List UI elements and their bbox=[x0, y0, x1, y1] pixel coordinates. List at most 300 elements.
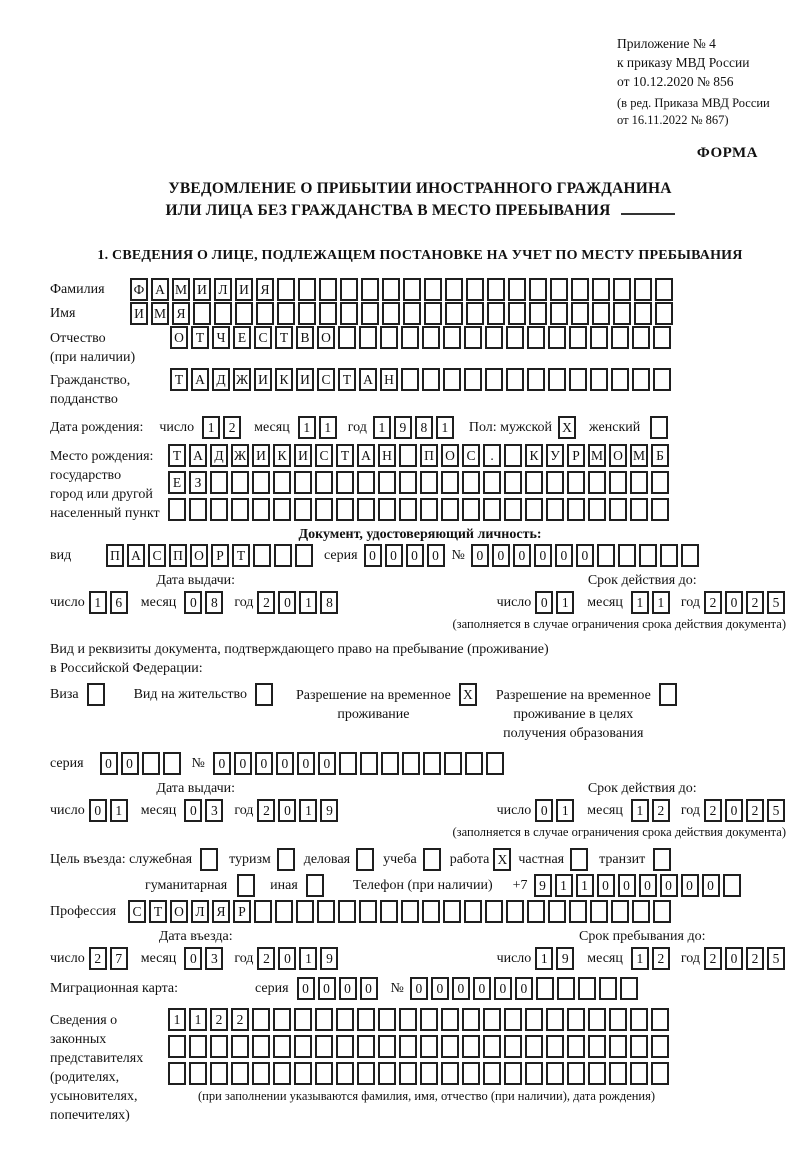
id-valid-month-cells[interactable] bbox=[631, 591, 673, 614]
form-cell[interactable]: Я bbox=[256, 278, 274, 301]
form-cell[interactable]: 1 bbox=[535, 947, 553, 970]
form-cell[interactable] bbox=[378, 1008, 396, 1031]
form-cell[interactable] bbox=[653, 368, 671, 391]
form-cell[interactable]: 1 bbox=[299, 947, 317, 970]
form-cell[interactable] bbox=[424, 278, 442, 301]
form-cell[interactable] bbox=[231, 471, 249, 494]
form-cell[interactable] bbox=[651, 1008, 669, 1031]
id-issue-month-cells[interactable] bbox=[184, 591, 226, 614]
form-cell[interactable]: 2 bbox=[746, 591, 764, 614]
form-cell[interactable] bbox=[340, 302, 358, 325]
form-cell[interactable]: И bbox=[193, 278, 211, 301]
form-cell[interactable] bbox=[462, 1008, 480, 1031]
sex-male-checkbox[interactable] bbox=[558, 416, 579, 439]
form-cell[interactable] bbox=[504, 1035, 522, 1058]
form-cell[interactable]: 0 bbox=[513, 544, 531, 567]
form-cell[interactable] bbox=[462, 498, 480, 521]
form-cell[interactable] bbox=[336, 1008, 354, 1031]
form-cell[interactable]: . bbox=[483, 444, 501, 467]
form-cell[interactable] bbox=[567, 498, 585, 521]
form-cell[interactable]: К bbox=[273, 444, 291, 467]
form-cell[interactable] bbox=[336, 1035, 354, 1058]
form-cell[interactable]: Ф bbox=[130, 278, 148, 301]
form-cell[interactable]: Р bbox=[233, 900, 251, 923]
form-cell[interactable] bbox=[569, 900, 587, 923]
form-cell[interactable]: И bbox=[130, 302, 148, 325]
form-cell[interactable] bbox=[200, 848, 218, 871]
form-cell[interactable] bbox=[590, 368, 608, 391]
form-cell[interactable]: 0 bbox=[278, 591, 296, 614]
form-cell[interactable]: 0 bbox=[471, 544, 489, 567]
form-cell[interactable]: 0 bbox=[255, 752, 273, 775]
form-cell[interactable] bbox=[441, 1035, 459, 1058]
form-cell[interactable]: 0 bbox=[535, 799, 553, 822]
form-cell[interactable] bbox=[651, 1062, 669, 1085]
form-cell[interactable]: 1 bbox=[556, 591, 574, 614]
form-cell[interactable]: 0 bbox=[364, 544, 382, 567]
purpose-tourism-checkbox[interactable] bbox=[277, 848, 298, 871]
form-cell[interactable]: 9 bbox=[534, 874, 552, 897]
migration-series-cells[interactable] bbox=[297, 977, 381, 1000]
form-cell[interactable] bbox=[294, 498, 312, 521]
form-cell[interactable] bbox=[525, 1035, 543, 1058]
form-cell[interactable] bbox=[611, 326, 629, 349]
form-cell[interactable] bbox=[462, 1062, 480, 1085]
doc-kind-cells[interactable] bbox=[106, 544, 316, 567]
form-cell[interactable] bbox=[210, 471, 228, 494]
form-cell[interactable] bbox=[168, 498, 186, 521]
form-cell[interactable]: 1 bbox=[168, 1008, 186, 1031]
form-cell[interactable] bbox=[444, 752, 462, 775]
form-cell[interactable] bbox=[567, 1035, 585, 1058]
form-cell[interactable] bbox=[252, 471, 270, 494]
form-cell[interactable]: Б bbox=[651, 444, 669, 467]
form-cell[interactable] bbox=[356, 848, 374, 871]
form-cell[interactable]: Т bbox=[275, 326, 293, 349]
form-cell[interactable] bbox=[462, 1035, 480, 1058]
form-cell[interactable]: 1 bbox=[299, 799, 317, 822]
form-cell[interactable] bbox=[317, 900, 335, 923]
form-cell[interactable] bbox=[588, 1035, 606, 1058]
form-cell[interactable] bbox=[483, 498, 501, 521]
form-cell[interactable] bbox=[483, 1008, 501, 1031]
form-cell[interactable] bbox=[189, 1035, 207, 1058]
form-cell[interactable] bbox=[546, 1062, 564, 1085]
form-cell[interactable] bbox=[381, 752, 399, 775]
form-cell[interactable] bbox=[445, 278, 463, 301]
form-cell[interactable] bbox=[546, 1008, 564, 1031]
form-cell[interactable]: Д bbox=[210, 444, 228, 467]
form-cell[interactable] bbox=[403, 278, 421, 301]
form-cell[interactable] bbox=[527, 326, 545, 349]
form-cell[interactable]: 1 bbox=[319, 416, 337, 439]
form-cell[interactable]: 0 bbox=[660, 874, 678, 897]
form-cell[interactable] bbox=[653, 326, 671, 349]
representatives-row3-cells[interactable] bbox=[168, 1062, 672, 1085]
form-cell[interactable] bbox=[339, 752, 357, 775]
form-cell[interactable] bbox=[423, 752, 441, 775]
form-cell[interactable] bbox=[294, 1062, 312, 1085]
form-cell[interactable] bbox=[214, 302, 232, 325]
surname-cells[interactable] bbox=[130, 278, 676, 301]
form-cell[interactable] bbox=[378, 1035, 396, 1058]
birth-year-cells[interactable] bbox=[373, 416, 457, 439]
form-cell[interactable] bbox=[655, 278, 673, 301]
form-cell[interactable]: 0 bbox=[276, 752, 294, 775]
form-cell[interactable] bbox=[613, 278, 631, 301]
form-cell[interactable] bbox=[504, 1008, 522, 1031]
form-cell[interactable]: 2 bbox=[231, 1008, 249, 1031]
form-cell[interactable] bbox=[569, 326, 587, 349]
form-cell[interactable]: 0 bbox=[184, 591, 202, 614]
form-cell[interactable] bbox=[630, 1062, 648, 1085]
form-cell[interactable] bbox=[338, 326, 356, 349]
form-cell[interactable] bbox=[315, 471, 333, 494]
form-cell[interactable] bbox=[274, 544, 292, 567]
form-cell[interactable] bbox=[163, 752, 181, 775]
form-cell[interactable]: 0 bbox=[278, 947, 296, 970]
form-cell[interactable] bbox=[550, 278, 568, 301]
form-cell[interactable] bbox=[546, 1035, 564, 1058]
form-cell[interactable]: Н bbox=[378, 444, 396, 467]
form-cell[interactable] bbox=[567, 471, 585, 494]
form-cell[interactable] bbox=[529, 302, 547, 325]
form-cell[interactable]: 1 bbox=[373, 416, 391, 439]
form-cell[interactable] bbox=[525, 1008, 543, 1031]
form-cell[interactable]: 1 bbox=[576, 874, 594, 897]
form-cell[interactable] bbox=[592, 302, 610, 325]
form-cell[interactable]: 0 bbox=[702, 874, 720, 897]
form-cell[interactable] bbox=[567, 1008, 585, 1031]
form-cell[interactable] bbox=[168, 1062, 186, 1085]
birth-place-row3-cells[interactable] bbox=[168, 498, 672, 521]
form-cell[interactable]: С bbox=[462, 444, 480, 467]
form-cell[interactable] bbox=[231, 498, 249, 521]
form-cell[interactable]: 1 bbox=[631, 947, 649, 970]
form-cell[interactable]: 0 bbox=[431, 977, 449, 1000]
form-cell[interactable] bbox=[142, 752, 160, 775]
form-cell[interactable]: 0 bbox=[639, 874, 657, 897]
form-cell[interactable]: 2 bbox=[210, 1008, 228, 1031]
form-cell[interactable] bbox=[210, 498, 228, 521]
form-cell[interactable]: 0 bbox=[339, 977, 357, 1000]
form-cell[interactable] bbox=[340, 278, 358, 301]
res-valid-year-cells[interactable] bbox=[704, 799, 788, 822]
citizenship-cells[interactable] bbox=[170, 368, 674, 391]
form-cell[interactable]: 0 bbox=[360, 977, 378, 1000]
patronymic-cells[interactable] bbox=[170, 326, 674, 349]
form-cell[interactable] bbox=[630, 471, 648, 494]
form-cell[interactable] bbox=[422, 900, 440, 923]
form-cell[interactable]: Т bbox=[168, 444, 186, 467]
entry-month-cells[interactable] bbox=[184, 947, 226, 970]
form-cell[interactable] bbox=[401, 900, 419, 923]
form-cell[interactable] bbox=[298, 278, 316, 301]
form-cell[interactable] bbox=[252, 1008, 270, 1031]
form-cell[interactable] bbox=[273, 471, 291, 494]
form-cell[interactable] bbox=[681, 544, 699, 567]
form-cell[interactable]: 5 bbox=[767, 799, 785, 822]
form-cell[interactable] bbox=[611, 368, 629, 391]
res-number-cells[interactable] bbox=[213, 752, 507, 775]
form-cell[interactable] bbox=[420, 1035, 438, 1058]
form-cell[interactable]: А bbox=[127, 544, 145, 567]
form-cell[interactable] bbox=[632, 326, 650, 349]
form-cell[interactable]: 2 bbox=[652, 799, 670, 822]
temp-residence-checkbox[interactable] bbox=[459, 683, 480, 706]
form-cell[interactable] bbox=[588, 471, 606, 494]
form-cell[interactable] bbox=[525, 471, 543, 494]
id-issue-year-cells[interactable] bbox=[257, 591, 341, 614]
form-cell[interactable]: У bbox=[546, 444, 564, 467]
form-cell[interactable]: П bbox=[420, 444, 438, 467]
form-cell[interactable] bbox=[443, 326, 461, 349]
form-cell[interactable] bbox=[527, 368, 545, 391]
form-cell[interactable] bbox=[357, 1008, 375, 1031]
form-cell[interactable] bbox=[525, 498, 543, 521]
representatives-row2-cells[interactable] bbox=[168, 1035, 672, 1058]
form-cell[interactable] bbox=[210, 1035, 228, 1058]
purpose-business-checkbox[interactable] bbox=[356, 848, 377, 871]
form-cell[interactable]: 0 bbox=[427, 544, 445, 567]
form-cell[interactable]: 2 bbox=[746, 799, 764, 822]
form-cell[interactable] bbox=[653, 900, 671, 923]
form-cell[interactable] bbox=[359, 900, 377, 923]
form-cell[interactable]: 0 bbox=[725, 799, 743, 822]
visa-checkbox[interactable] bbox=[87, 683, 108, 706]
form-cell[interactable]: 2 bbox=[746, 947, 764, 970]
form-cell[interactable]: 3 bbox=[205, 947, 223, 970]
form-cell[interactable]: И bbox=[252, 444, 270, 467]
form-cell[interactable] bbox=[401, 368, 419, 391]
form-cell[interactable] bbox=[527, 900, 545, 923]
form-cell[interactable] bbox=[464, 368, 482, 391]
form-cell[interactable] bbox=[506, 368, 524, 391]
form-cell[interactable] bbox=[424, 302, 442, 325]
form-cell[interactable] bbox=[420, 1008, 438, 1031]
form-cell[interactable]: 0 bbox=[535, 591, 553, 614]
form-cell[interactable] bbox=[315, 1035, 333, 1058]
form-cell[interactable]: С bbox=[128, 900, 146, 923]
form-cell[interactable]: 0 bbox=[534, 544, 552, 567]
form-cell[interactable] bbox=[401, 326, 419, 349]
form-cell[interactable]: X bbox=[459, 683, 477, 706]
form-cell[interactable] bbox=[592, 278, 610, 301]
form-cell[interactable]: 0 bbox=[213, 752, 231, 775]
form-cell[interactable] bbox=[639, 544, 657, 567]
form-cell[interactable]: 0 bbox=[121, 752, 139, 775]
form-cell[interactable]: Р bbox=[211, 544, 229, 567]
form-cell[interactable] bbox=[382, 278, 400, 301]
form-cell[interactable] bbox=[504, 1062, 522, 1085]
form-cell[interactable] bbox=[422, 326, 440, 349]
form-cell[interactable]: 2 bbox=[257, 947, 275, 970]
representatives-row1-cells[interactable] bbox=[168, 1008, 672, 1031]
res-valid-day-cells[interactable] bbox=[535, 799, 577, 822]
form-cell[interactable] bbox=[357, 498, 375, 521]
form-cell[interactable]: А bbox=[191, 368, 209, 391]
form-cell[interactable] bbox=[485, 326, 503, 349]
form-cell[interactable] bbox=[277, 848, 295, 871]
form-cell[interactable] bbox=[361, 278, 379, 301]
form-cell[interactable] bbox=[486, 752, 504, 775]
form-cell[interactable] bbox=[277, 302, 295, 325]
form-cell[interactable] bbox=[504, 498, 522, 521]
form-cell[interactable] bbox=[420, 1062, 438, 1085]
form-cell[interactable]: 2 bbox=[257, 799, 275, 822]
form-cell[interactable]: О bbox=[190, 544, 208, 567]
id-issue-day-cells[interactable] bbox=[89, 591, 131, 614]
form-cell[interactable]: И bbox=[296, 368, 314, 391]
form-cell[interactable] bbox=[359, 326, 377, 349]
form-cell[interactable] bbox=[252, 1062, 270, 1085]
form-cell[interactable]: X bbox=[558, 416, 576, 439]
form-cell[interactable] bbox=[508, 302, 526, 325]
form-cell[interactable]: О bbox=[441, 444, 459, 467]
name-cells[interactable] bbox=[130, 302, 676, 325]
form-cell[interactable] bbox=[189, 1062, 207, 1085]
form-cell[interactable]: 0 bbox=[681, 874, 699, 897]
form-cell[interactable]: 1 bbox=[298, 416, 316, 439]
form-cell[interactable]: Л bbox=[214, 278, 232, 301]
birth-place-row2-cells[interactable] bbox=[168, 471, 672, 494]
form-cell[interactable] bbox=[357, 471, 375, 494]
form-cell[interactable] bbox=[508, 278, 526, 301]
form-cell[interactable]: З bbox=[189, 471, 207, 494]
res-issue-month-cells[interactable] bbox=[184, 799, 226, 822]
form-cell[interactable] bbox=[588, 498, 606, 521]
form-cell[interactable] bbox=[399, 444, 417, 467]
form-cell[interactable]: В bbox=[296, 326, 314, 349]
form-cell[interactable] bbox=[378, 498, 396, 521]
purpose-official-checkbox[interactable] bbox=[200, 848, 221, 871]
form-cell[interactable] bbox=[298, 302, 316, 325]
form-cell[interactable] bbox=[634, 302, 652, 325]
form-cell[interactable]: 0 bbox=[385, 544, 403, 567]
form-cell[interactable] bbox=[618, 544, 636, 567]
id-valid-day-cells[interactable] bbox=[535, 591, 577, 614]
form-cell[interactable]: М bbox=[172, 278, 190, 301]
form-cell[interactable]: А bbox=[357, 444, 375, 467]
form-cell[interactable] bbox=[630, 1008, 648, 1031]
form-cell[interactable]: 0 bbox=[297, 977, 315, 1000]
form-cell[interactable]: 8 bbox=[205, 591, 223, 614]
form-cell[interactable]: 1 bbox=[436, 416, 454, 439]
res-series-cells[interactable] bbox=[100, 752, 184, 775]
form-cell[interactable]: 1 bbox=[652, 591, 670, 614]
form-cell[interactable] bbox=[571, 278, 589, 301]
form-cell[interactable]: Д bbox=[212, 368, 230, 391]
form-cell[interactable]: 0 bbox=[492, 544, 510, 567]
doc-number-cells[interactable] bbox=[471, 544, 702, 567]
form-cell[interactable]: 0 bbox=[725, 591, 743, 614]
form-cell[interactable] bbox=[315, 498, 333, 521]
form-cell[interactable]: 1 bbox=[299, 591, 317, 614]
form-cell[interactable] bbox=[338, 900, 356, 923]
form-cell[interactable] bbox=[252, 498, 270, 521]
form-cell[interactable]: К bbox=[525, 444, 543, 467]
form-cell[interactable] bbox=[277, 278, 295, 301]
form-cell[interactable] bbox=[315, 1062, 333, 1085]
form-cell[interactable] bbox=[588, 1062, 606, 1085]
form-cell[interactable] bbox=[609, 1062, 627, 1085]
form-cell[interactable] bbox=[650, 416, 668, 439]
form-cell[interactable] bbox=[231, 1062, 249, 1085]
form-cell[interactable]: 8 bbox=[415, 416, 433, 439]
temp-residence-edu-checkbox[interactable] bbox=[659, 683, 680, 706]
form-cell[interactable] bbox=[485, 900, 503, 923]
form-cell[interactable] bbox=[546, 498, 564, 521]
stay-year-cells[interactable] bbox=[704, 947, 788, 970]
form-cell[interactable]: 0 bbox=[318, 977, 336, 1000]
form-cell[interactable] bbox=[237, 874, 255, 897]
form-cell[interactable]: Я bbox=[212, 900, 230, 923]
form-cell[interactable]: П bbox=[169, 544, 187, 567]
form-cell[interactable] bbox=[441, 471, 459, 494]
form-cell[interactable]: Т bbox=[338, 368, 356, 391]
form-cell[interactable] bbox=[275, 900, 293, 923]
stay-day-cells[interactable] bbox=[535, 947, 577, 970]
form-cell[interactable] bbox=[319, 278, 337, 301]
form-cell[interactable]: 3 bbox=[205, 799, 223, 822]
form-cell[interactable] bbox=[609, 498, 627, 521]
form-cell[interactable]: 0 bbox=[234, 752, 252, 775]
form-cell[interactable] bbox=[632, 368, 650, 391]
form-cell[interactable]: 2 bbox=[652, 947, 670, 970]
form-cell[interactable] bbox=[557, 977, 575, 1000]
form-cell[interactable] bbox=[336, 471, 354, 494]
form-cell[interactable] bbox=[630, 1035, 648, 1058]
form-cell[interactable] bbox=[380, 326, 398, 349]
form-cell[interactable]: 1 bbox=[631, 799, 649, 822]
form-cell[interactable]: О bbox=[317, 326, 335, 349]
form-cell[interactable]: 0 bbox=[452, 977, 470, 1000]
form-cell[interactable] bbox=[483, 1035, 501, 1058]
form-cell[interactable] bbox=[399, 1008, 417, 1031]
form-cell[interactable] bbox=[632, 900, 650, 923]
form-cell[interactable]: 0 bbox=[494, 977, 512, 1000]
form-cell[interactable] bbox=[294, 471, 312, 494]
form-cell[interactable]: П bbox=[106, 544, 124, 567]
form-cell[interactable]: 0 bbox=[100, 752, 118, 775]
form-cell[interactable]: А bbox=[151, 278, 169, 301]
form-cell[interactable] bbox=[294, 1035, 312, 1058]
form-cell[interactable] bbox=[655, 302, 673, 325]
form-cell[interactable] bbox=[483, 1062, 501, 1085]
form-cell[interactable]: 0 bbox=[297, 752, 315, 775]
birth-day-cells[interactable] bbox=[202, 416, 244, 439]
form-cell[interactable]: 2 bbox=[704, 947, 722, 970]
form-cell[interactable]: 0 bbox=[555, 544, 573, 567]
residence-permit-checkbox[interactable] bbox=[255, 683, 276, 706]
form-cell[interactable] bbox=[235, 302, 253, 325]
form-cell[interactable]: 0 bbox=[597, 874, 615, 897]
form-cell[interactable]: Т bbox=[191, 326, 209, 349]
form-cell[interactable]: 1 bbox=[631, 591, 649, 614]
form-cell[interactable]: А bbox=[359, 368, 377, 391]
doc-series-cells[interactable] bbox=[364, 544, 448, 567]
form-cell[interactable]: 2 bbox=[704, 591, 722, 614]
form-cell[interactable] bbox=[611, 900, 629, 923]
form-cell[interactable] bbox=[273, 1035, 291, 1058]
form-cell[interactable] bbox=[399, 1035, 417, 1058]
form-cell[interactable] bbox=[87, 683, 105, 706]
form-cell[interactable]: 0 bbox=[278, 799, 296, 822]
form-cell[interactable]: Я bbox=[172, 302, 190, 325]
form-cell[interactable]: 0 bbox=[318, 752, 336, 775]
form-cell[interactable] bbox=[483, 471, 501, 494]
form-cell[interactable] bbox=[529, 278, 547, 301]
